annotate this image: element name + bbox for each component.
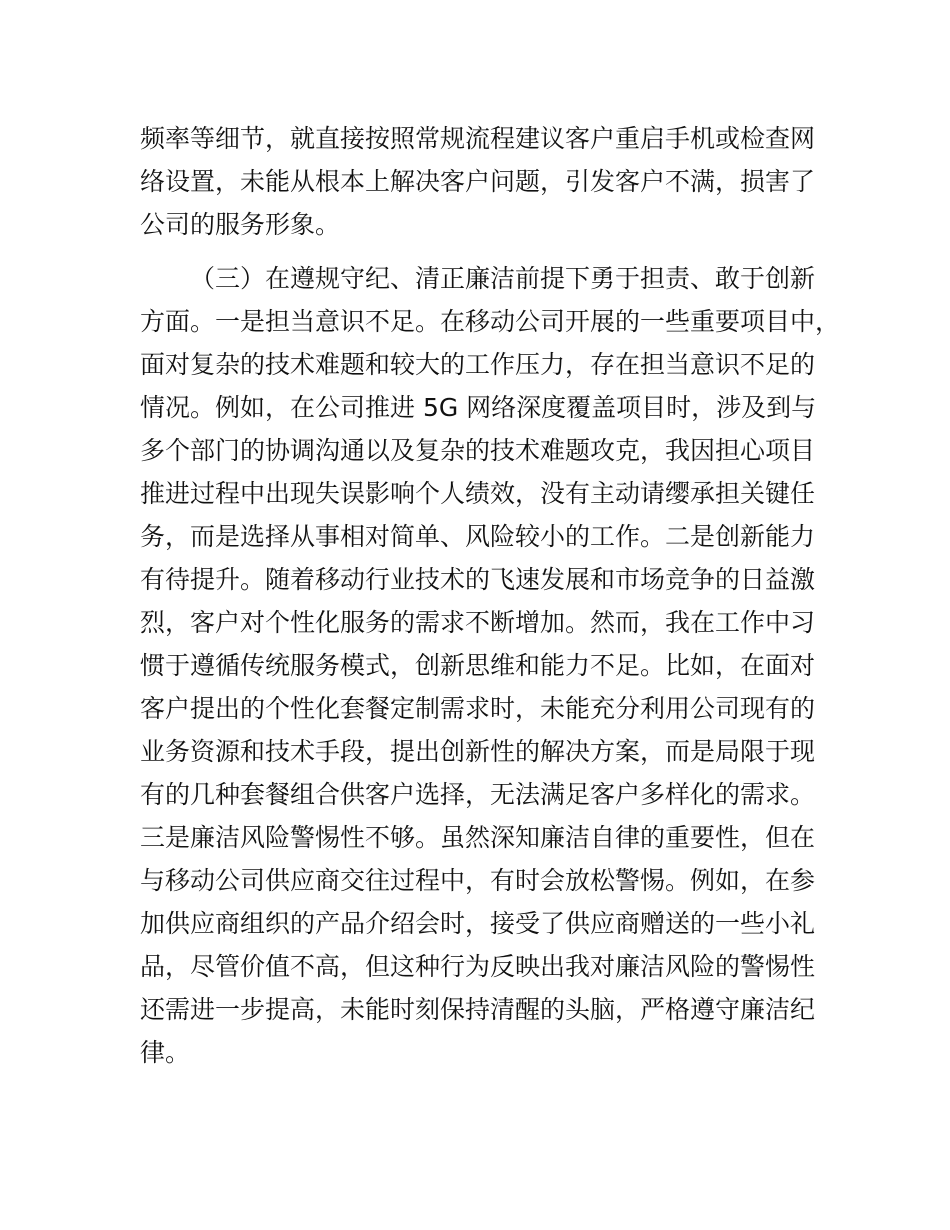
text-line: 品，尽管价值不高，但这种行为反映出我对廉洁风险的警惕性 [140, 952, 816, 981]
text-line: 公司的服务形象。 [140, 210, 341, 239]
text-line: 业务资源和技术手段，提出创新性的解决方案，而是局限于现 [140, 737, 816, 766]
text-line: 还需进一步提高，未能时刻保持清醒的头脑，严格遵守廉洁纪 [140, 995, 816, 1024]
text-line: 情况。例如，在公司推进 5G 网络深度覆盖项目时，涉及到与 [140, 393, 817, 422]
text-line: 方面。一是担当意识不足。在移动公司开展的一些重要项目中， [140, 307, 841, 336]
text-line: 三是廉洁风险警惕性不够。虽然深知廉洁自律的重要性，但在 [140, 823, 816, 852]
text-line: 加供应商组织的产品介绍会时，接受了供应商赠送的一些小礼 [140, 909, 816, 938]
text-line: 频率等细节，就直接按照常规流程建议客户重启手机或检查网 [140, 124, 816, 153]
text-line: 络设置，未能从根本上解决客户问题，引发客户不满，损害了 [140, 167, 816, 196]
text-line: 律。 [140, 1038, 191, 1067]
text-line: 有待提升。随着移动行业技术的飞速发展和市场竞争的日益激 [140, 565, 816, 594]
text-line: 惯于遵循传统服务模式，创新思维和能力不足。比如，在面对 [140, 651, 816, 680]
text-line: 烈，客户对个性化服务的需求不断增加。然而，我在工作中习 [140, 608, 816, 637]
text-line: 客户提出的个性化套餐定制需求时，未能充分利用公司现有的 [140, 694, 816, 723]
text-line: 与移动公司供应商交往过程中，有时会放松警惕。例如，在参 [140, 866, 816, 895]
text-line: 面对复杂的技术难题和较大的工作压力，存在担当意识不足的 [140, 350, 816, 379]
text-line: 多个部门的协调沟通以及复杂的技术难题攻克，我因担心项目 [140, 436, 816, 465]
text-line: 务，而是选择从事相对简单、风险较小的工作。二是创新能力 [140, 522, 816, 551]
text-line: 推进过程中出现失误影响个人绩效，没有主动请缨承担关键任 [140, 479, 816, 508]
section-heading-line: （三）在遵规守纪、清正廉洁前提下勇于担责、敢于创新 [190, 264, 816, 293]
text-line: 有的几种套餐组合供客户选择，无法满足客户多样化的需求。 [140, 780, 816, 809]
